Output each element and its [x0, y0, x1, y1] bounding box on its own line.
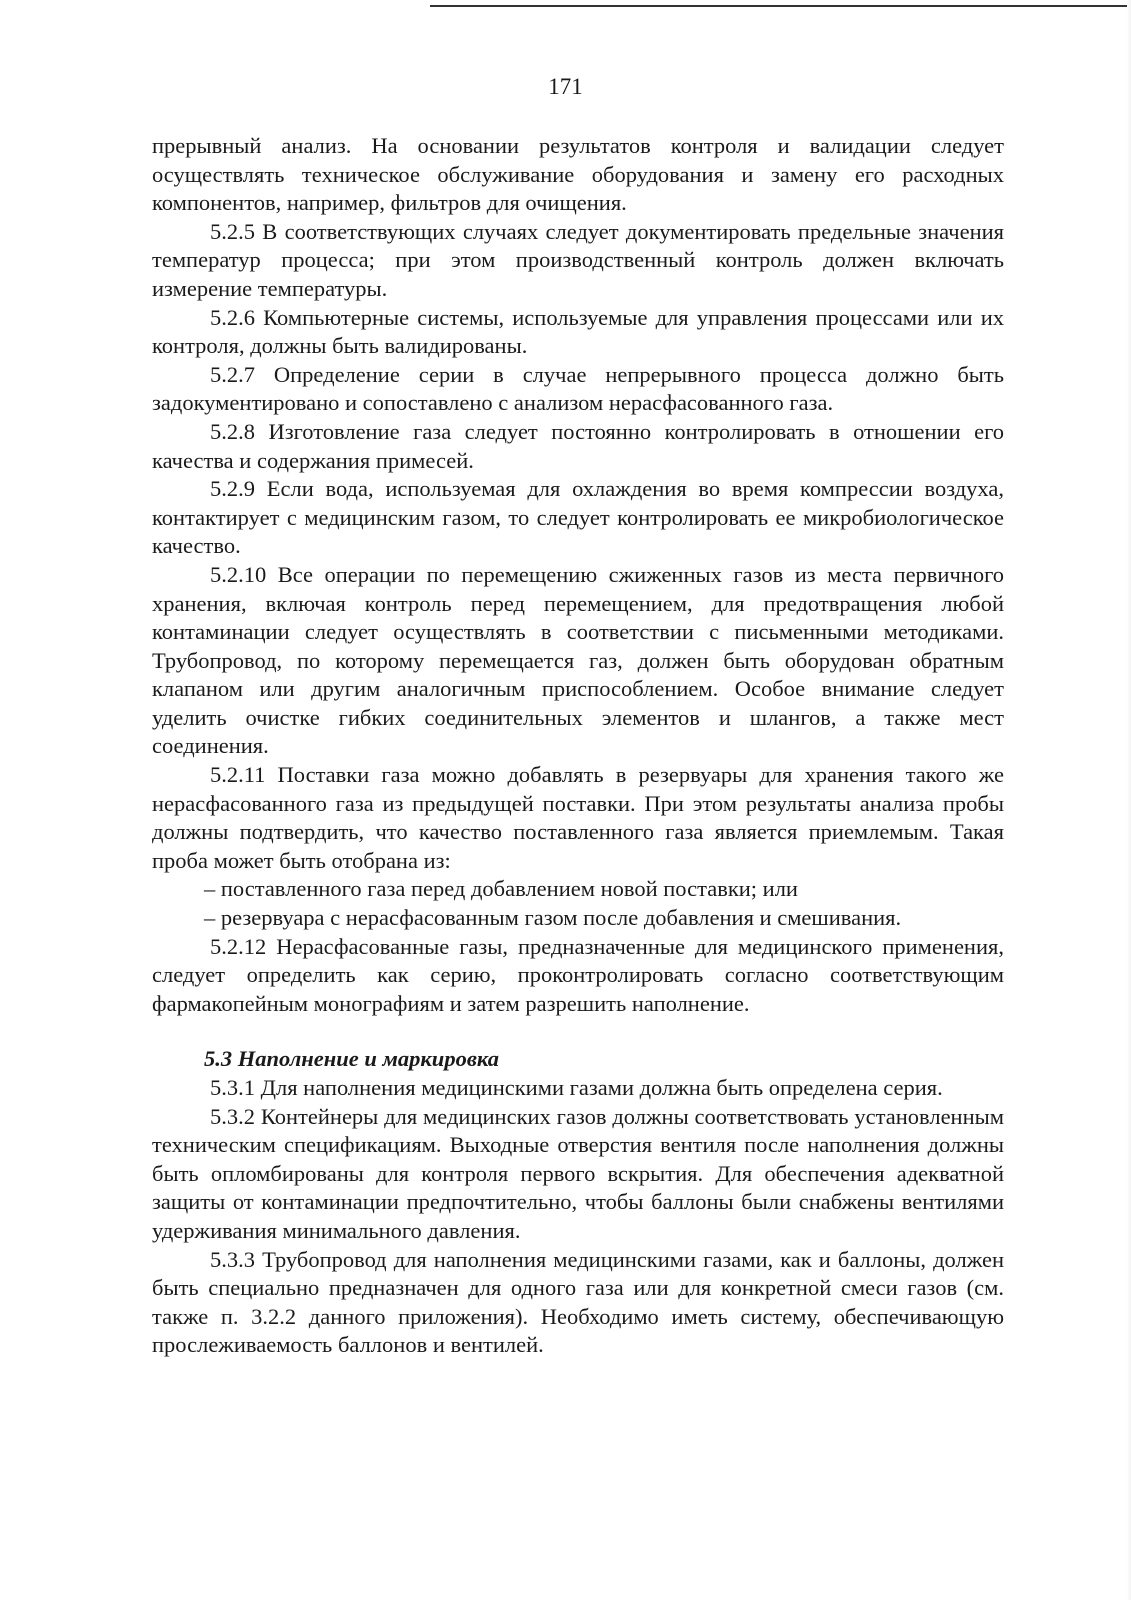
- paragraph-5-2-6: 5.2.6 Компьютерные системы, используемые для управления процессами или их контроля, должны быть валидированы.: [152, 304, 1004, 359]
- list-item: – резервуара с нерасфасованным газом после добавления и смешивания.: [204, 905, 902, 931]
- paragraph-5-2-11: 5.2.11 Поставки газа можно добавлять в резервуары для хранения такого же нерасфасованного газа из предыдущей поставки. При этом результаты анализа пробы должны подтвердить, что качество поставленного газа является приемлемым. Такая проба может быть отобрана из:: [152, 762, 1004, 873]
- paragraph-5-2-10: 5.2.10 Все операции по перемещению сжиженных газов из места первичного хранения, включая контроль перед перемещением, для предотвращения любой контаминации следует осуществлять в соответствии с письменными методиками. Трубопровод, по которому перемещается газ, должен быть оборудован обратным клапаном или другим аналогичным приспособлением. Особое внимание следует уделить очистке гибких соединительных элементов и шлангов, а также мест соединения.: [152, 561, 1004, 759]
- paragraph-5-2-8: 5.2.8 Изготовление газа следует постоянно контролировать в отношении его качества и содержания примесей.: [152, 418, 1004, 473]
- paragraph-5-3-1: 5.3.1 Для наполнения медицинскими газами должна быть определена серия.: [210, 1075, 943, 1100]
- top-rule: [430, 5, 1128, 7]
- paragraph-5-2-5: 5.2.5 В соответствующих случаях следует документировать предельные значения температур процесса; при этом производственный контроль должен включать измерение температуры.: [152, 218, 1004, 301]
- page-number: 171: [548, 74, 583, 99]
- section-heading: 5.3 Наполнение и маркировка: [204, 1046, 499, 1072]
- paragraph-5-2-7: 5.2.7 Определение серии в случае непрерывного процесса должно быть задокументировано и сопоставлено с анализом нерасфасованного газа.: [152, 361, 1004, 416]
- paragraph-5-3-3: 5.3.3 Трубопровод для наполнения медицинскими газами, как и баллоны, должен быть специально предназначен для одного газа или для конкретной смеси газов (см. также п. 3.2.2 данного приложения). Необходимо иметь систему, обеспечивающую прослеживаемость баллонов и вентилей.: [152, 1246, 1004, 1358]
- page-body: [152, 132, 1004, 1360]
- paragraph-5-2-9: 5.2.9 Если вода, используемая для охлаждения во время компрессии воздуха, контактирует с медицинским газом, то следует контролировать ее микробиологическое качество.: [152, 476, 1004, 559]
- paragraph-5-2-12: 5.2.12 Нерасфасованные газы, предназначенные для медицинского применения, следует определить как серию, проконтролировать согласно соответствующим фармакопейным монографиям и затем разрешить наполнение.: [152, 933, 1004, 1016]
- paragraph-continuation: прерывный анализ. На основании результатов контроля и валидации следует осуществлять техническое обслуживание оборудования и замену его расходных компонентов, например, фильтров для очищения.: [152, 133, 1004, 216]
- paragraph-5-3-2: 5.3.2 Контейнеры для медицинских газов должны соответствовать установленным техническим спецификациям. Выходные отверстия вентиля после наполнения должны быть опломбированы для контроля первого вскрытия. Для обеспечения адекватной защиты от контаминации предпочтительно, чтобы баллоны были снабжены вентилями удерживания минимального давления.: [152, 1103, 1004, 1243]
- list-item: – поставленного газа перед добавлением новой поставки; или: [204, 876, 798, 902]
- scan-edge: [1127, 0, 1131, 1600]
